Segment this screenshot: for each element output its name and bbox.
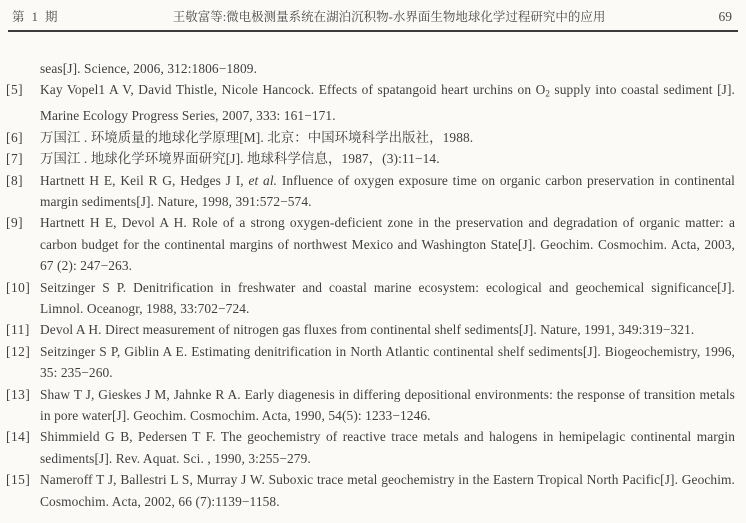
reference-text: Seitzinger S P, Giblin A E. Estimating denitrification in North Atlantic continental shelf sediments[J]. Biogeochemistry, 1996, 35: 235−260. bbox=[40, 343, 735, 381]
running-title: 王敬富等:微电极测量系统在湖泊沉积物-水界面生物地球化学过程研究中的应用 bbox=[172, 10, 606, 24]
reference-item bbox=[6, 212, 735, 276]
reference-label: [12] bbox=[6, 343, 31, 359]
reference-label: [14] bbox=[6, 429, 31, 445]
reference-item bbox=[6, 341, 735, 384]
reference-text: Shaw T J, Gieskes J M, Jahnke R A. Early diagenesis in differing depositional environments: the response of transition metals in pore water[J]. Geochim. Cosmochim. Acta, 1990, 54(5): 1233−1246. bbox=[40, 386, 735, 423]
reference-label: [15] bbox=[6, 472, 31, 488]
reference-text: Devol A H. Direct measurement of nitrogen gas fluxes from continental shelf sediments[J]. Nature, 1991, 349:319−321. bbox=[40, 322, 695, 338]
reference-label: [5] bbox=[6, 82, 24, 98]
reference-item bbox=[6, 426, 735, 469]
reference-item bbox=[6, 319, 735, 340]
reference-text: 万国江 . 地球化学环境界面研究[J]. 地球科学信息，1987，(3):11−14. bbox=[40, 151, 440, 167]
reference-text: Nameroff T J, Ballestri L S, Murray J W. Suboxic trace metal geochemistry in the Eastern Tropical North Pacific[J]. Geochim. Cosmochim. Acta, 2002, 66 (7):1139−1158. bbox=[40, 472, 735, 509]
page-number: 69 bbox=[718, 9, 732, 24]
reference-text: Hartnett H E, Devol A H. Role of a strong oxygen-deficient zone in the preservation and degradation of organic matter: a carbon budget for the continental margins of northwest Mexico and Washington State[J]. Geochim. Cosmochim. Acta, 2003, 67 (2): 247−263. bbox=[40, 215, 735, 274]
reference-text: seas[J]. Science, 2006, 312:1806−1809. bbox=[40, 61, 258, 76]
reference-text: Kay Vopel1 A V, David Thistle, Nicole Hancock. Effects of spatangoid heart urchins on O2 supply into coastal sediment [J]. Marine Ecology Progress Series, 2007, 333: 161−171. bbox=[40, 82, 735, 124]
reference-text: Shimmield G B, Pedersen T F. The geochemistry of reactive trace metals and halogens in hemipelagic continental margin sediments[J]. Rev. Aquat. Sci. , 1990, 3:255−279. bbox=[40, 429, 735, 466]
reference-item bbox=[40, 58, 735, 79]
reference-list bbox=[6, 58, 736, 512]
issue-label: 第 1 期 bbox=[12, 10, 60, 24]
reference-item bbox=[6, 127, 735, 148]
reference-label: [13] bbox=[6, 386, 31, 402]
reference-label: [6] bbox=[6, 129, 24, 145]
reference-label: [9] bbox=[6, 215, 24, 231]
reference-text: Seitzinger S P. Denitrification in freshwater and coastal marine ecosystem: ecological and geochemical significance[J]. Limnol. Oceanogr, 1988, 33:702−724. bbox=[40, 279, 735, 316]
reference-item bbox=[6, 469, 735, 512]
reference-item bbox=[6, 170, 736, 213]
reference-item bbox=[6, 277, 735, 320]
reference-item bbox=[6, 148, 735, 169]
reference-text: 万国江 . 环境质量的地球化学原理[M]. 北京：中国环境科学出版社，1988. bbox=[40, 129, 474, 145]
reference-label: [7] bbox=[6, 151, 24, 167]
reference-label: [10] bbox=[6, 279, 31, 295]
reference-item bbox=[6, 384, 735, 427]
header-rule bbox=[8, 30, 738, 32]
reference-text: Hartnett H E, Keil R G, Hedges J I, et al. Influence of oxygen exposure time on organic carbon preservation in continental margin sediments[J]. Nature, 1998, 391:572−574. bbox=[40, 172, 736, 209]
page-header bbox=[0, 0, 746, 25]
reference-label: [11] bbox=[6, 322, 30, 338]
reference-item bbox=[6, 79, 735, 126]
reference-label: [8] bbox=[6, 172, 24, 188]
